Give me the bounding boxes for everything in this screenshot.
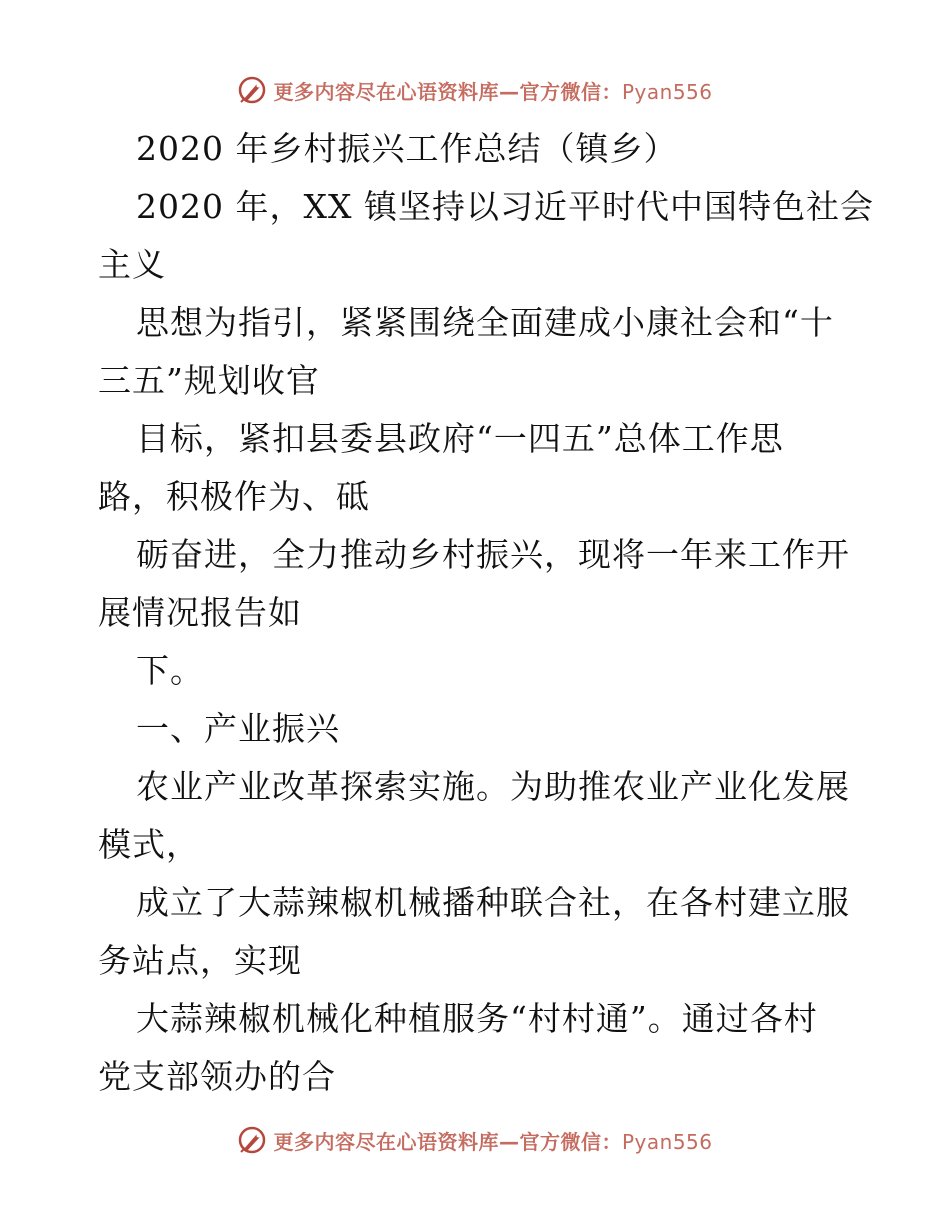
header-watermark-banner <box>0 70 950 110</box>
document-body <box>98 120 874 1106</box>
paragraph-line: 模式， <box>98 825 200 864</box>
watermark-label: 更多内容尽在心语资料库—官方微信： <box>273 79 622 104</box>
paragraph-line: 思想为指引，紧紧围绕全面建成小康社会和“十 <box>136 303 834 342</box>
paragraph-line: 务站点，实现 <box>98 941 302 980</box>
watermark-handle: Pyan556 <box>621 79 713 104</box>
pen-nib-logo-icon <box>237 1125 267 1155</box>
watermark-text <box>273 1126 712 1155</box>
watermark-text <box>273 76 712 105</box>
paragraph-line: 三五”规划收官 <box>98 361 320 400</box>
paragraph-line: 成立了大蒜辣椒机械播种联合社，在各村建立服 <box>136 883 850 922</box>
document-title: 2020 年乡村振兴工作总结（镇乡） <box>136 129 678 168</box>
section-heading: 一、产业振兴 <box>136 709 340 748</box>
watermark-handle: Pyan556 <box>621 1129 713 1154</box>
footer-watermark-banner <box>0 1120 950 1160</box>
paragraph-line: 2020 年，XX 镇坚持以习近平时代中国特色社会 <box>136 187 874 226</box>
watermark-label: 更多内容尽在心语资料库—官方微信： <box>273 1129 622 1154</box>
paragraph-line: 党支部领办的合 <box>98 1057 336 1096</box>
paragraph-line: 农业产业改革探索实施。为助推农业产业化发展 <box>136 767 850 806</box>
paragraph-line: 下。 <box>136 651 204 690</box>
paragraph-line: 目标，紧扣县委县政府“一四五”总体工作思 <box>136 419 784 458</box>
pen-nib-logo-icon <box>237 75 267 105</box>
paragraph-line: 路，积极作为、砥 <box>98 477 370 516</box>
paragraph-line: 大蒜辣椒机械化种植服务“村村通”。通过各村 <box>136 999 818 1038</box>
paragraph-line: 展情况报告如 <box>98 593 302 632</box>
paragraph-line: 砺奋进，全力推动乡村振兴，现将一年来工作开 <box>136 535 850 574</box>
paragraph-line: 主义 <box>98 245 166 284</box>
